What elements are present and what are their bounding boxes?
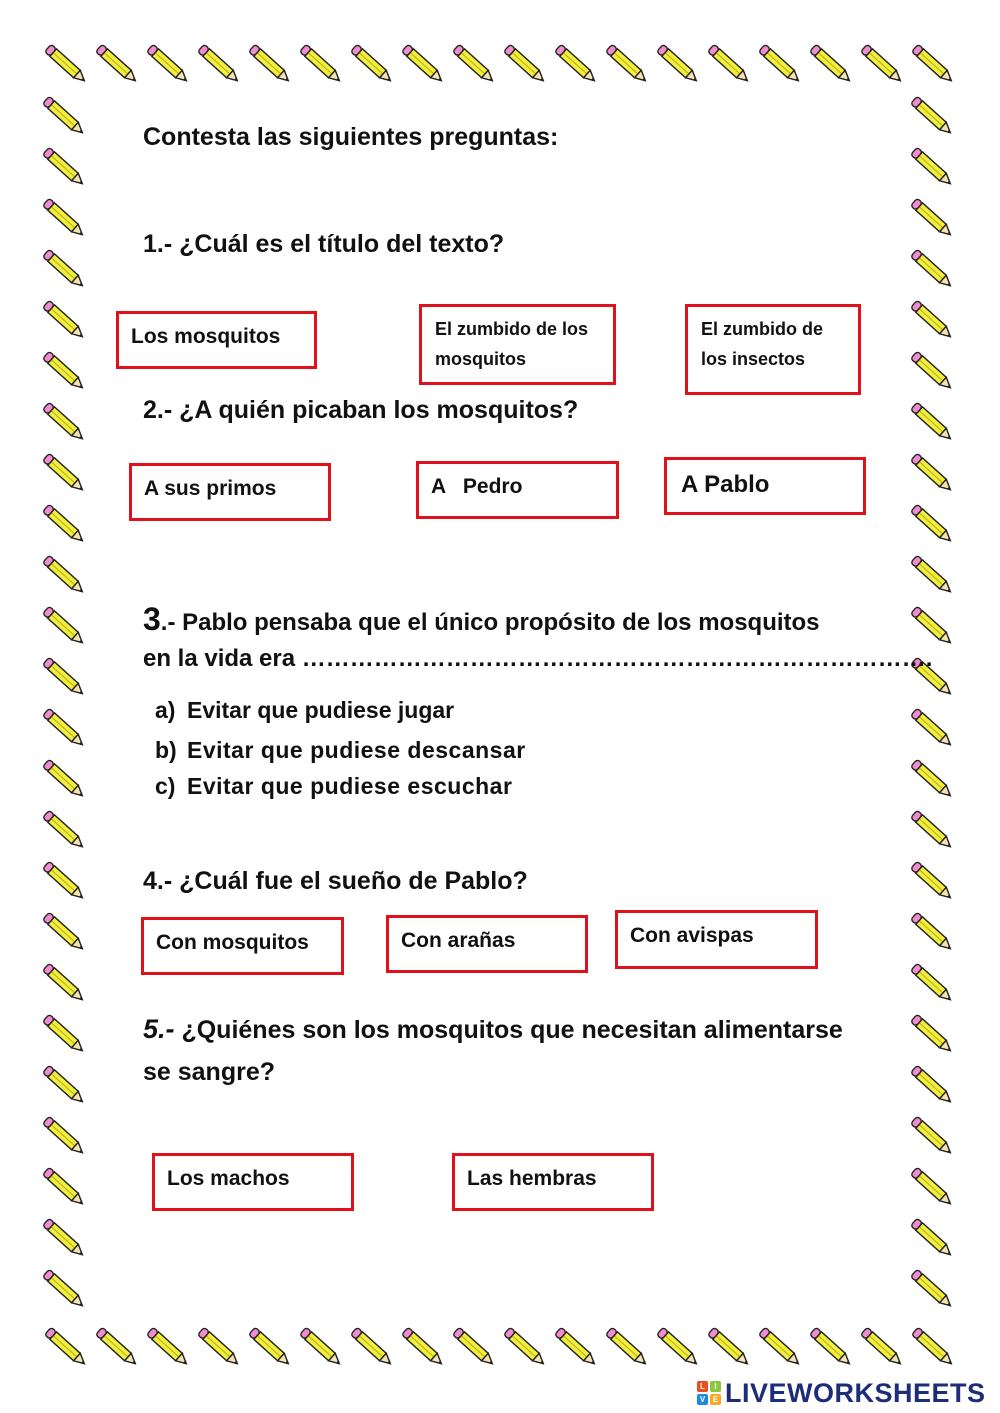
pencil-icon [43, 249, 86, 289]
pencil-icon [861, 1327, 904, 1367]
q3-choice-b-label: b) [155, 737, 177, 763]
pencil-icon [43, 810, 86, 850]
q3-choice-a[interactable] [155, 697, 454, 724]
q2-option-a-pablo[interactable]: A Pablo [664, 457, 866, 515]
q2-option-a-sus-primos[interactable]: A sus primos [129, 463, 331, 521]
pencil-icon [43, 606, 86, 646]
q1-option-zumbido-mosquitos[interactable]: El zumbido de los mosquitos [419, 304, 616, 385]
question-3-number: 3 [143, 601, 161, 637]
pencil-icon [300, 1327, 343, 1367]
pencil-icon [43, 555, 86, 595]
pencil-icon [911, 810, 954, 850]
pencil-icon [911, 402, 954, 442]
pencil-icon [708, 44, 751, 84]
pencil-icon [911, 147, 954, 187]
pencil-icon [911, 606, 954, 646]
pencil-icon [912, 44, 955, 84]
q3-choice-c-text: Evitar que pudiese escuchar [187, 773, 513, 799]
pencil-icon [351, 1327, 394, 1367]
q5-option-las-hembras[interactable]: Las hembras [452, 1153, 654, 1211]
pencil-icon [43, 657, 86, 697]
pencil-icon [911, 861, 954, 901]
pencil-icon [912, 1327, 955, 1367]
pencil-icon [43, 1065, 86, 1105]
pencil-icon [402, 44, 445, 84]
pencil-icon [911, 1269, 954, 1309]
q3-choice-b[interactable] [155, 737, 526, 764]
pencil-icon [43, 1014, 86, 1054]
pencil-icon [45, 44, 88, 84]
pencil-icon [96, 44, 139, 84]
pencil-icon [911, 708, 954, 748]
pencil-icon [555, 44, 598, 84]
pencil-icon [708, 1327, 751, 1367]
pencil-icon [759, 1327, 802, 1367]
pencil-icon [911, 96, 954, 136]
pencil-icon [43, 759, 86, 799]
pencil-icon [43, 1218, 86, 1258]
q3-choice-c[interactable] [155, 773, 512, 800]
worksheet-title: Contesta las siguientes preguntas: [143, 123, 559, 151]
pencil-icon [43, 963, 86, 1003]
pencil-icon [911, 453, 954, 493]
pencil-icon [43, 300, 86, 340]
pencil-icon [657, 1327, 700, 1367]
pencil-icon [45, 1327, 88, 1367]
pencil-icon [911, 1218, 954, 1258]
question-3-prompt-line2: en la vida era ……………………………………………………………………. [143, 645, 933, 672]
pencil-icon [911, 1116, 954, 1156]
liveworksheets-logo [697, 1376, 986, 1410]
pencil-icon [43, 351, 86, 391]
pencil-icon [198, 44, 241, 84]
pencil-icon [43, 1167, 86, 1207]
q3-choice-c-label: c) [155, 773, 176, 799]
pencil-icon [504, 44, 547, 84]
q1-option-los-mosquitos[interactable]: Los mosquitos [116, 311, 317, 369]
pencil-icon [810, 1327, 853, 1367]
pencil-icon [911, 963, 954, 1003]
pencil-icon [555, 1327, 598, 1367]
pencil-icon [911, 912, 954, 952]
q5-option-los-machos[interactable]: Los machos [152, 1153, 354, 1211]
question-5-prompt-line2: se sangre? [143, 1058, 276, 1086]
pencil-icon [147, 1327, 190, 1367]
pencil-icon [43, 147, 86, 187]
q3-choice-a-text: Evitar que pudiese jugar [187, 697, 455, 723]
logo-square-e: E [710, 1394, 721, 1405]
pencil-icon [43, 504, 86, 544]
q2-option-a-pedro[interactable]: A Pedro [416, 461, 619, 519]
pencil-icon [911, 759, 954, 799]
pencil-icon [911, 1065, 954, 1105]
logo-square-v: V [697, 1394, 708, 1405]
pencil-icon [606, 1327, 649, 1367]
pencil-icon [147, 44, 190, 84]
pencil-icon [810, 44, 853, 84]
pencil-icon [504, 1327, 547, 1367]
pencil-icon [402, 1327, 445, 1367]
pencil-icon [43, 1116, 86, 1156]
pencil-icon [43, 1269, 86, 1309]
logo-square-i: I [710, 1381, 721, 1392]
pencil-icon [911, 300, 954, 340]
pencil-icon [351, 44, 394, 84]
pencil-icon [453, 1327, 496, 1367]
pencil-icon [43, 708, 86, 748]
pencil-icon [249, 1327, 292, 1367]
pencil-icon [911, 1167, 954, 1207]
pencil-icon [43, 96, 86, 136]
q3-choice-b-text: Evitar que pudiese descansar [187, 737, 526, 763]
question-3-text: .- Pablo pensaba que el único propósito de los mosquitos [160, 609, 820, 636]
pencil-icon [249, 44, 292, 84]
pencil-icon [911, 1014, 954, 1054]
question-1-prompt: 1.- ¿Cuál es el título del texto? [143, 230, 505, 258]
q4-option-con-aranas[interactable]: Con arañas [386, 915, 588, 973]
pencil-icon [861, 44, 904, 84]
q3-choice-a-label: a) [155, 697, 176, 723]
pencil-icon [911, 198, 954, 238]
pencil-icon [911, 249, 954, 289]
question-5-prompt-line1 [143, 1013, 843, 1045]
logo-square-l: L [697, 1381, 708, 1392]
pencil-icon [43, 912, 86, 952]
pencil-icon [911, 504, 954, 544]
question-4-prompt: 4.- ¿Cuál fue el sueño de Pablo? [143, 867, 528, 895]
pencil-icon [300, 44, 343, 84]
q4-option-con-avispas[interactable]: Con avispas [615, 910, 818, 969]
question-5-number: 5.- [143, 1014, 175, 1044]
pencil-icon [911, 351, 954, 391]
pencil-icon [759, 44, 802, 84]
q4-option-con-mosquitos[interactable]: Con mosquitos [141, 917, 344, 975]
question-5-text: ¿Quiénes son los mosquitos que necesitan alimentarse [174, 1016, 843, 1044]
pencil-icon [43, 198, 86, 238]
liveworksheets-icon [697, 1381, 721, 1405]
pencil-icon [911, 555, 954, 595]
pencil-icon [453, 44, 496, 84]
pencil-icon [606, 44, 649, 84]
question-2-prompt: 2.- ¿A quién picaban los mosquitos? [143, 396, 579, 424]
pencil-icon [43, 402, 86, 442]
pencil-icon [96, 1327, 139, 1367]
liveworksheets-wordmark: LIVEWORKSHEETS [725, 1377, 986, 1408]
pencil-icon [657, 44, 700, 84]
pencil-icon [43, 453, 86, 493]
pencil-icon [43, 861, 86, 901]
pencil-icon [198, 1327, 241, 1367]
question-3-prompt-line1 [143, 600, 820, 638]
q1-option-zumbido-insectos[interactable]: El zumbido de los insectos [685, 304, 861, 395]
